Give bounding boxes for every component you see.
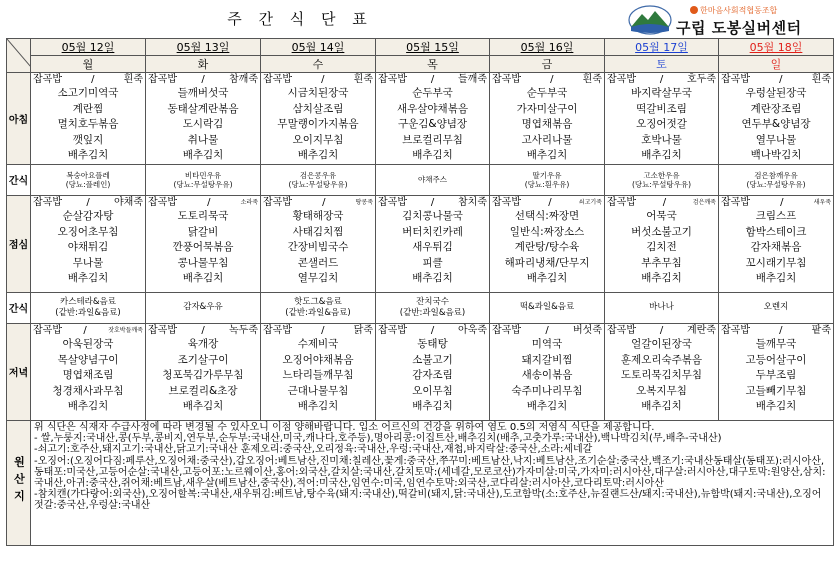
breakfast-mon: [31, 73, 146, 165]
rice-porridge-line: [261, 196, 375, 209]
rice-porridge-line: [490, 73, 604, 86]
snack-name: 검은참깨우유: [754, 170, 798, 180]
dish-item: 배추김치: [67, 400, 109, 413]
snack-sub: (당뇨:무설탕우유): [173, 179, 233, 189]
snack-name: 검은콩우유: [299, 170, 337, 180]
dish-item: 청경채사과무침: [52, 384, 124, 397]
snack2-row: [7, 292, 834, 323]
dish-item: 구운김&양념장: [397, 118, 468, 131]
date-tue: 05월 13일: [146, 39, 261, 56]
dish-item: 배추김치: [641, 149, 682, 162]
dish-item: 감자조림: [412, 369, 453, 382]
porridge-label: 땅콩죽: [355, 198, 373, 206]
snack2-tue: [146, 292, 261, 323]
snack-name: 잔치국수: [416, 296, 449, 307]
dish-item: 오징어초무침: [57, 225, 119, 238]
dish-item: 도토리묵국: [177, 209, 229, 222]
rice-porridge-line: [490, 324, 604, 337]
rice-label: 잡곡밥: [263, 196, 292, 208]
snack1-label: 간식: [7, 164, 31, 195]
weekly-menu-table: [6, 38, 834, 546]
dish-item: 오이지무침: [292, 133, 344, 146]
dish-item: 브로컬리무침: [402, 133, 463, 146]
slash: /: [430, 196, 435, 208]
dish-item: 오복지무침: [636, 384, 687, 397]
origin-line: -참치캔(가다랑어:외국산),오징어할복:국내산,새우튀김:베트남,탕수육(돼지:국내산),떡갈비(돼지,닭:국내산),도코함박(소:호주산,뉴질랜드산/돼지:국내산),뉴함박(돼지:국내산),오징어젓갈:중국산,우렁살:국내산: [34, 489, 822, 512]
dish-item: 무나물: [72, 256, 104, 269]
origin-line: - 쌀,누룽지:국내산,콩(두부,콩비지,연두부,순두부:국내산,미국,캐나다,호주등),명아리콩:이집트산,배추김치(배추,고춧가루:국내산),백나박김치(무,배추-국내산): [34, 433, 722, 445]
dish-item: 오징어젓갈: [636, 118, 687, 131]
slash: /: [779, 324, 783, 336]
lunch-tue: [146, 195, 261, 292]
slash: /: [430, 324, 435, 336]
dish-item: 배추김치: [297, 149, 339, 162]
breakfast-row: [7, 73, 834, 165]
snack-sub: (당뇨:플레인): [65, 179, 111, 189]
rice-porridge-line: [31, 324, 145, 337]
logo: [628, 3, 833, 37]
rice-label: 잡곡밥: [263, 324, 292, 336]
dish-item: 김치전: [646, 241, 677, 254]
dish-item: 계란탕/탕수육: [514, 241, 580, 254]
dish-item: 함박스테이크: [745, 225, 807, 238]
dish-item: 배추김치: [297, 400, 339, 413]
porridge-label: 흰죽: [353, 74, 373, 85]
dish-item: 오징어야채볶음: [282, 353, 354, 366]
dish-item: 김치콩나물국: [402, 209, 463, 222]
dish-item: 소불고기: [412, 353, 453, 366]
snack1-wed: [261, 164, 376, 195]
lunch-fri: [490, 195, 605, 292]
slash: /: [86, 196, 90, 208]
dinner-mon: [31, 323, 146, 420]
rice-label: 잡곡밥: [721, 324, 750, 336]
rice-porridge-line: [605, 196, 718, 209]
rice-porridge-line: [605, 73, 718, 86]
lunch-mon: [31, 195, 146, 292]
weekday-row: [7, 56, 834, 73]
snack2-wed: [261, 292, 376, 323]
rice-porridge-line: [261, 73, 375, 86]
dish-item: 훈제오리숙주볶음: [620, 353, 703, 366]
snack-name: 바나나: [649, 302, 674, 313]
dinner-tue: [146, 323, 261, 420]
dish-item: 콩나물무침: [177, 256, 229, 269]
dish-item: 꼬시래기무침: [745, 256, 807, 269]
dish-item: 명엽채조림: [62, 369, 114, 382]
rice-porridge-line: [146, 196, 260, 209]
dish-item: 들깨무국: [755, 337, 797, 350]
date-mon: 05월 12일: [31, 39, 146, 56]
slash: /: [322, 196, 326, 208]
slash: /: [321, 74, 325, 85]
dish-item: 숙주미나리무침: [511, 384, 583, 397]
dish-item: 고사리나물: [521, 133, 573, 146]
porridge-label: 닭죽: [353, 324, 373, 336]
dish-item: 동태살계란볶음: [167, 102, 239, 115]
dish-item: 아욱된장국: [62, 337, 114, 350]
origin-line: -오징어:(오징어다짐:페루산,오징어채:중국산),갑오징어:베트남산,진미채:칠레산,꽃게:중국산,쭈꾸미:베트남산,낙지:베트남산,조기순살:중국산,백조기:국내산동태살(동태포):러시아산,동태포:미국산,고등어순살:국내산,고등어포:노르웨이산,홍어:외국산,갈치살:국내산,갈치토막:(세네갈,모로코산)가자미살:미국,가자미:러시아산,대구살:러시아산,대구토막:원양산,삼치:국내산,아귀:중국산,쥐어채:베트남,새우살(베트남산,중국산),적어:미국산,임연수:미국,임연수토막:외국산,코다리살:러시아산,코다리토막:러시아산: [34, 455, 826, 489]
weekday-wed: 수: [261, 56, 376, 73]
rice-label: 잡곡밥: [607, 74, 636, 85]
dish-item: 부추무침: [641, 256, 682, 269]
breakfast-fri: [490, 73, 605, 165]
dish-item: 배추김치: [641, 400, 682, 413]
dish-item: 배추김치: [412, 272, 453, 285]
porridge-label: 계란죽: [687, 324, 716, 336]
dish-item: 감자채볶음: [750, 241, 802, 254]
breakfast-sat: [605, 73, 719, 165]
porridge-label: 아욱죽: [458, 324, 487, 336]
snack1-thu: [376, 164, 490, 195]
date-row: [7, 39, 834, 56]
dish-item: 배추김치: [526, 400, 568, 413]
dish-item: 브로컬리&초장: [168, 384, 238, 397]
dish-item: 도시락김: [182, 118, 224, 131]
dish-item: 들깨버섯국: [177, 87, 229, 99]
dish-item: 호박나물: [641, 133, 682, 146]
snack-name: 딸기우유: [532, 170, 562, 180]
dish-item: 버터치킨카레: [402, 225, 463, 238]
dish-item: 수제비국: [297, 337, 339, 350]
snack1-tue: [146, 164, 261, 195]
dish-item: 오이무침: [412, 384, 453, 397]
porridge-label: 들깨죽: [458, 74, 487, 85]
dish-item: 황태해장국: [292, 209, 344, 222]
dish-item: 순두부국: [412, 87, 453, 99]
dish-item: 순두부국: [526, 87, 568, 99]
breakfast-thu: [376, 73, 490, 165]
dish-item: 배추김치: [755, 272, 797, 285]
porridge-label: 검은깨죽: [692, 198, 716, 206]
rice-label: 잡곡밥: [378, 324, 407, 336]
dish-item: 도토리묵김치무침: [620, 369, 703, 382]
rice-label: 잡곡밥: [148, 196, 177, 208]
dish-item: 피클: [422, 256, 443, 269]
dish-item: 배추김치: [182, 149, 224, 162]
slash: /: [548, 196, 552, 208]
slash: /: [780, 196, 784, 208]
rice-label: 잡곡밥: [378, 196, 407, 208]
rice-label: 잡곡밥: [378, 74, 407, 85]
dish-item: 바지락살무국: [631, 87, 692, 99]
dinner-label: 저녁: [7, 323, 31, 420]
slash: /: [545, 324, 549, 336]
breakfast-sun: [719, 73, 834, 165]
dish-item: 얼갈이된장국: [631, 337, 692, 350]
porridge-label: 버섯죽: [573, 324, 602, 336]
date-wed: 05월 14일: [261, 39, 376, 56]
dish-item: 가자미살구이: [516, 102, 578, 115]
dish-item: 새송이볶음: [521, 369, 573, 382]
snack2-fri: [490, 292, 605, 323]
snack-name: 감자&우유: [183, 302, 223, 313]
rice-label: 잡곡밥: [492, 74, 521, 85]
rice-porridge-line: [376, 324, 489, 337]
dish-item: 느타리들깨무침: [282, 369, 354, 382]
rice-porridge-line: [605, 324, 718, 337]
dish-item: 시금치된장국: [287, 87, 349, 99]
dish-item: 두부조림: [755, 369, 797, 382]
snack-sub: (당뇨:무설탕우유): [631, 179, 692, 189]
weekday-thu: 목: [376, 56, 490, 73]
snack-name: 카스테라&음료: [60, 296, 116, 307]
snack1-fri: [490, 164, 605, 195]
snack-sub: (같반:과일&음료): [55, 307, 121, 318]
porridge-label: 새우죽: [813, 198, 831, 206]
dish-item: 돼지갈비찜: [521, 353, 573, 366]
dish-item: 크림스프: [755, 209, 797, 222]
dish-item: 청포묵김가루무침: [162, 369, 244, 382]
association-name: 한마음사회적협동조합: [690, 5, 777, 16]
dish-item: 어묵국: [646, 209, 677, 222]
date-sun: 05월 18일: [719, 39, 834, 56]
dish-item: 야채튀김: [67, 241, 109, 254]
date-thu: 05월 15일: [376, 39, 490, 56]
dish-item: 육개장: [187, 337, 219, 350]
dish-item: 멸치호두볶음: [57, 118, 119, 131]
dinner-thu: [376, 323, 490, 420]
slash: /: [207, 196, 211, 208]
porridge-label: 흰죽: [811, 74, 831, 85]
dinner-row: [7, 323, 834, 420]
snack1-mon: [31, 164, 146, 195]
dish-item: 버섯소불고기: [631, 225, 692, 238]
dish-item: 배추김치: [755, 400, 797, 413]
rice-label: 잡곡밥: [263, 74, 292, 85]
rice-porridge-line: [490, 196, 604, 209]
porridge-label: 잣호박들깨죽: [108, 326, 143, 334]
origin-label: 원산지: [7, 420, 31, 545]
dish-item: 삼치살조림: [292, 102, 344, 115]
rice-porridge-line: [719, 196, 833, 209]
slash: /: [779, 74, 783, 85]
origin-row: [7, 420, 834, 545]
slash: /: [201, 74, 205, 85]
weekday-sat: 토: [605, 56, 719, 73]
snack2-label: 간식: [7, 292, 31, 323]
porridge-label: 쇠고기죽: [578, 198, 602, 206]
slash: /: [321, 324, 325, 336]
date-sat: 05월 17일: [605, 39, 719, 56]
dish-item: 배추김치: [412, 400, 453, 413]
snack-name: 핫도그&음료: [294, 296, 342, 307]
dish-item: 깐풍어묵볶음: [172, 241, 234, 254]
dish-item: 새우살야채볶음: [396, 102, 468, 115]
dish-item: 소고기미역국: [57, 87, 119, 99]
snack2-sat: [605, 292, 719, 323]
porridge-label: 호두죽: [687, 74, 716, 85]
dish-item: 우렁살된장국: [745, 87, 807, 99]
dinner-sun: [719, 323, 834, 420]
porridge-label: 흰죽: [123, 74, 143, 85]
dish-item: 배추김치: [412, 149, 453, 162]
snack-name: 복숭아요플레: [66, 170, 110, 180]
rice-porridge-line: [376, 196, 489, 209]
breakfast-wed: [261, 73, 376, 165]
rice-label: 잡곡밥: [33, 196, 62, 208]
origin-line: 위 식단은 식재자 수급사정에 따라 변경될 수 있사오니 이점 양해바랍니다. 입소 어르신의 건강을 위하여 염도 0.5의 저염식 식단을 제공합니다.: [34, 421, 655, 433]
dinner-fri: [490, 323, 605, 420]
slash: /: [91, 74, 95, 85]
rice-porridge-line: [376, 73, 489, 86]
corner-cell: [7, 39, 31, 73]
dish-item: 조기살구이: [177, 353, 229, 366]
diagonal-line-icon: [7, 39, 31, 67]
snack-name: 떡&과일&음료: [519, 302, 575, 313]
snack1-sat: [605, 164, 719, 195]
snack2-sun: [719, 292, 834, 323]
dinner-wed: [261, 323, 376, 420]
mountain-logo-icon: [628, 5, 672, 35]
snack-sub: (당뇨:무설탕우유): [288, 179, 348, 189]
rice-porridge-line: [146, 73, 260, 86]
rice-porridge-line: [719, 324, 833, 337]
dish-item: 계란찜: [72, 102, 104, 115]
rice-label: 잡곡밥: [607, 324, 636, 336]
porridge-label: 소라죽: [240, 198, 258, 206]
breakfast-label: 아침: [7, 73, 31, 165]
snack1-row: [7, 164, 834, 195]
snack-sub: (당뇨:흰우유): [524, 179, 570, 189]
dish-item: 해파리냉채/단무지: [504, 256, 590, 269]
dish-item: 고들빼기무침: [745, 384, 807, 397]
snack-sub: (당뇨:무설탕우유): [746, 179, 806, 189]
rice-porridge-line: [31, 73, 145, 86]
snack-sub: (같반:과일&음료): [399, 307, 466, 318]
porridge-label: 야채죽: [114, 196, 143, 208]
lunch-label: 점심: [7, 195, 31, 292]
dish-item: 새우튀김: [412, 241, 453, 254]
lunch-sun: [719, 195, 834, 292]
dish-item: 백나박김치: [750, 149, 802, 162]
dish-item: 미역국: [531, 337, 563, 350]
snack-sub: (같반:과일&음료): [285, 307, 351, 318]
dish-item: 배추김치: [182, 400, 224, 413]
weekday-sun: 일: [719, 56, 834, 73]
rice-porridge-line: [719, 73, 833, 86]
dish-item: 떡갈비조림: [636, 102, 687, 115]
dish-item: 배추김치: [526, 149, 568, 162]
dish-item: 무말랭이가지볶음: [277, 118, 359, 131]
snack-name: 비타민우유: [184, 170, 222, 180]
slash: /: [662, 196, 667, 208]
rice-label: 잡곡밥: [33, 74, 62, 85]
rice-porridge-line: [261, 324, 375, 337]
lunch-sat: [605, 195, 719, 292]
slash: /: [83, 324, 87, 336]
snack1-sun: [719, 164, 834, 195]
dish-item: 배추김치: [641, 272, 682, 285]
dish-item: 배추김치: [67, 149, 109, 162]
rice-label: 잡곡밥: [148, 324, 177, 336]
porridge-label: 녹두죽: [229, 324, 258, 336]
lunch-thu: [376, 195, 490, 292]
dish-item: 명엽채볶음: [521, 118, 573, 131]
slash: /: [201, 324, 205, 336]
slash: /: [659, 324, 664, 336]
breakfast-tue: [146, 73, 261, 165]
dish-item: 목살양념구이: [57, 353, 119, 366]
dish-item: 계란장조림: [750, 102, 802, 115]
lunch-wed: [261, 195, 376, 292]
dish-item: 배추김치: [526, 272, 568, 285]
origin-line: -쇠고기:호주산,돼지고기:국내산,닭고기:국내산 훈제오리:중국산,오리정육:국내산,우렁:국내산,재첩,바지락살:중국산,소라:세네갈: [34, 444, 593, 456]
rice-label: 잡곡밥: [492, 324, 521, 336]
dish-item: 배추김치: [182, 272, 224, 285]
rice-label: 잡곡밥: [148, 74, 177, 85]
dish-item: 순살감자탕: [62, 209, 114, 222]
dish-item: 연두부&양념장: [741, 118, 811, 131]
dish-item: 취나물: [187, 133, 219, 146]
rice-label: 잡곡밥: [33, 324, 62, 336]
org-name: 구립 도봉실버센터: [676, 19, 802, 37]
dish-item: 근대나물무침: [287, 384, 349, 397]
slash: /: [550, 74, 554, 85]
origin-notes: [31, 420, 834, 545]
snack2-mon: [31, 292, 146, 323]
date-fri: 05월 16일: [490, 39, 605, 56]
dish-item: 열무나물: [755, 133, 797, 146]
weekday-tue: 화: [146, 56, 261, 73]
dish-item: 닭갈비: [187, 225, 219, 238]
porridge-label: 팥죽: [811, 324, 831, 336]
snack-name: 야채주스: [418, 175, 447, 185]
rice-porridge-line: [146, 324, 260, 337]
porridge-label: 참깨죽: [229, 74, 258, 85]
dish-item: 열무김치: [297, 272, 339, 285]
dish-item: 콘샐러드: [297, 256, 339, 269]
rice-porridge-line: [31, 196, 145, 209]
weekday-fri: 금: [490, 56, 605, 73]
rice-label: 잡곡밥: [721, 196, 750, 208]
dinner-sat: [605, 323, 719, 420]
snack-name: 오렌지: [763, 302, 789, 313]
porridge-label: 흰죽: [582, 74, 602, 85]
rice-label: 잡곡밥: [607, 196, 636, 208]
dish-item: 일반식:짜장소스: [509, 225, 585, 238]
dish-item: 간장비빔국수: [287, 241, 349, 254]
rice-label: 잡곡밥: [721, 74, 750, 85]
dish-item: 선택식:짜장면: [514, 209, 580, 222]
porridge-label: 참치죽: [458, 196, 487, 208]
weekday-mon: 월: [31, 56, 146, 73]
dish-item: 깻잎지: [72, 133, 104, 146]
association-dot-icon: [690, 6, 698, 14]
dish-item: 동태탕: [417, 337, 448, 350]
rice-label: 잡곡밥: [492, 196, 521, 208]
slash: /: [659, 74, 664, 85]
dish-item: 배추김치: [67, 272, 109, 285]
dish-item: 고등어살구이: [745, 353, 807, 366]
snack2-thu: [376, 292, 490, 323]
lunch-row: [7, 195, 834, 292]
slash: /: [430, 74, 435, 85]
snack-name: 고소한우유: [643, 170, 680, 180]
page-title: 주 간 식 단 표: [227, 10, 373, 28]
dish-item: 사태김치찜: [292, 225, 344, 238]
